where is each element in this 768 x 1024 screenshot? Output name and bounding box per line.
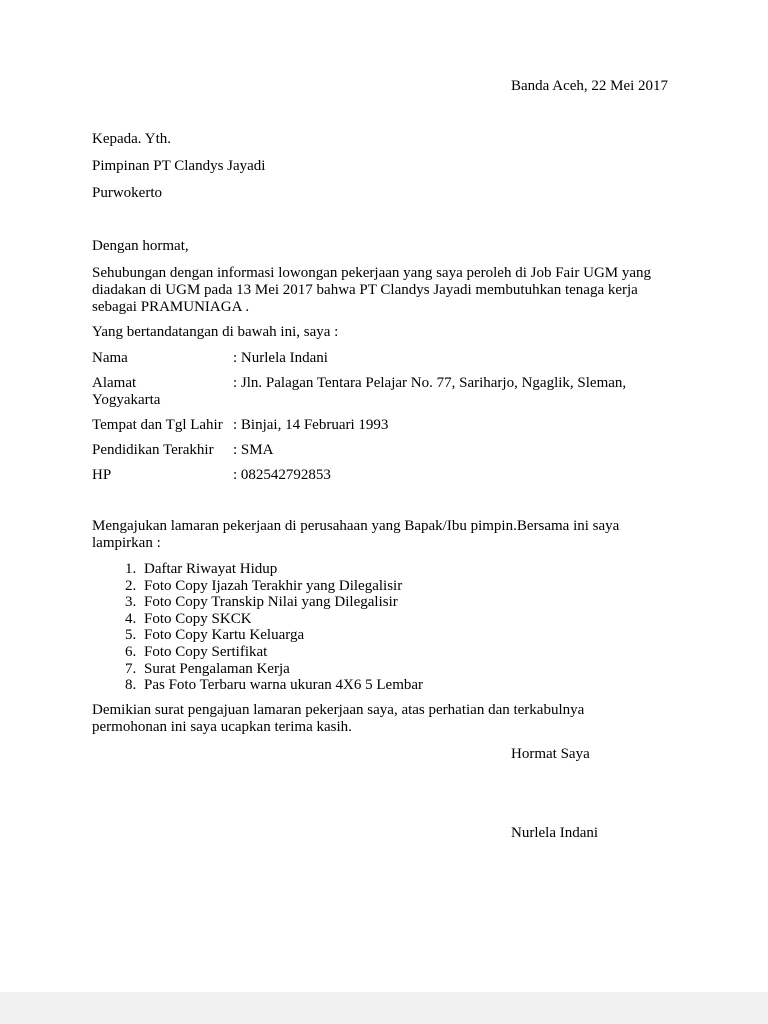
detail-row-tempat-tgl-lahir [92,417,662,434]
recipient-line-1: Kepada. Yth. [92,131,171,147]
list-item: 1. Daftar Riwayat Hidup [140,561,662,578]
detail-value: : Nurlela Indani [233,350,328,366]
signature-name: Nurlela Indani [511,824,599,841]
signature-salutation: Hormat Saya [511,745,590,762]
recipient-line-2: Pimpinan PT Clandys Jayadi [92,158,266,174]
declaration-line: Yang bertandatangan di bawah ini, saya : [92,324,339,340]
recipient-line-3: Purwokerto [92,185,162,201]
detail-label: Alamat [92,375,137,391]
attachments-list [92,561,662,694]
date-line: Banda Aceh, 22 Mei 2017 [511,78,669,94]
detail-row-pendidikan [92,442,662,459]
page-bottom-edge [0,992,768,1024]
list-item: 5. Foto Copy Kartu Keluarga [140,627,662,644]
attachments-intro: Mengajukan lamaran pekerjaan di perusahaan yang Bapak/Ibu pimpin.Bersama ini saya lampirkan : [92,518,620,551]
list-item: 6. Foto Copy Sertifikat [140,644,662,661]
detail-label: Tempat dan Tgl Lahir [92,417,223,433]
detail-value: : Binjai, 14 Februari 1993 [233,417,389,433]
detail-value: : SMA [233,442,274,458]
detail-row-nama [92,350,662,367]
recipient-block [92,131,662,202]
detail-row-hp [92,467,662,484]
detail-label: HP [92,467,112,483]
list-item: 4. Foto Copy SKCK [140,611,662,628]
list-item: 8. Pas Foto Terbaru warna ukuran 4X6 5 Lembar [140,677,662,694]
detail-value: : Jln. Palagan Tentara Pelajar No. 77, Sariharjo, Ngaglik, Sleman, Yogyakarta [92,375,627,408]
list-item: 3. Foto Copy Transkip Nilai yang Dilegalisir [140,594,662,611]
detail-label: Pendidikan Terakhir [92,442,214,458]
detail-row-alamat [92,375,662,409]
list-item: 7. Surat Pengalaman Kerja [140,661,662,678]
personal-details [92,350,662,484]
detail-label: Nama [92,350,128,366]
detail-value: : 082542792853 [233,467,331,483]
closing-paragraph: Demikian surat pengajuan lamaran pekerjaan saya, atas perhatian dan terkabulnya permohonan ini saya ucapkan terima kasih. [92,701,585,735]
intro-paragraph: Sehubungan dengan informasi lowongan pekerjaan yang saya peroleh di Job Fair UGM yang diadakan di UGM pada 13 Mei 2017 bahwa PT Clandys Jayadi membutuhkan tenaga kerja sebagai PRAMUNIAGA . [92,265,652,315]
salutation: Dengan hormat, [92,238,189,254]
list-item: 2. Foto Copy Ijazah Terakhir yang Dilegalisir [140,578,662,595]
